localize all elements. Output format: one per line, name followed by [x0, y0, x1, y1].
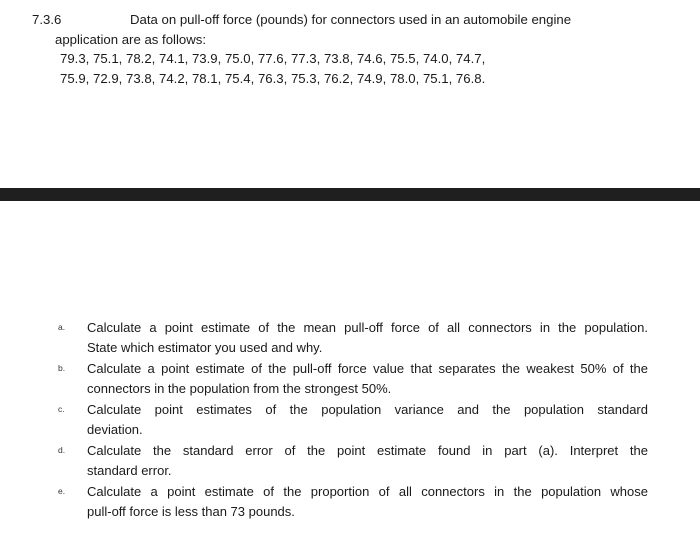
question-text	[87, 400, 648, 440]
question-text	[87, 359, 648, 399]
question-item-a	[58, 318, 648, 358]
problem-header	[32, 10, 672, 30]
question-text	[87, 482, 648, 522]
question-marker: c.	[58, 404, 65, 414]
question-item-d	[58, 441, 648, 481]
data-values-line-1: 79.3, 75.1, 78.2, 74.1, 73.9, 75.0, 77.6, 77.3, 73.8, 74.6, 75.5, 74.0, 74.7,	[60, 51, 486, 66]
question-list	[58, 318, 648, 523]
question-item-b	[58, 359, 648, 399]
question-marker: d.	[58, 445, 66, 455]
problem-intro-line-2: application are as follows:	[55, 31, 207, 47]
question-line: Calculate a point estimate of the pull-off force value that separates the weakest 50% of the	[87, 361, 648, 376]
problem-statement	[32, 10, 672, 88]
question-line: standard error.	[87, 463, 172, 478]
problem-number: 7.3.6	[32, 12, 62, 27]
question-line: Calculate the standard error of the point estimate found in part (a). Interpret the	[87, 443, 648, 458]
question-marker: a.	[58, 322, 66, 332]
question-line: connectors in the population from the strongest 50%.	[87, 381, 392, 396]
question-text	[87, 318, 648, 358]
problem-intro-line-1: Data on pull-off force (pounds) for connectors used in an automobile engine	[130, 12, 572, 27]
question-marker: e.	[58, 486, 66, 496]
question-item-e	[58, 482, 648, 522]
question-item-c	[58, 400, 648, 440]
question-marker: b.	[58, 363, 66, 373]
question-line: State which estimator you used and why.	[87, 340, 323, 355]
question-line: Calculate point estimates of the population variance and the population standard	[87, 402, 648, 417]
question-line: deviation.	[87, 422, 143, 437]
question-line: pull-off force is less than 73 pounds.	[87, 504, 295, 519]
data-values-line-2: 75.9, 72.9, 73.8, 74.2, 78.1, 75.4, 76.3, 75.3, 76.2, 74.9, 78.0, 75.1, 76.8.	[60, 70, 486, 86]
question-line: Calculate a point estimate of the proportion of all connectors in the population whose	[87, 484, 648, 499]
question-text	[87, 441, 648, 481]
page-divider-bar	[0, 188, 700, 201]
question-line: Calculate a point estimate of the mean pull-off force of all connectors in the population.	[87, 320, 648, 335]
